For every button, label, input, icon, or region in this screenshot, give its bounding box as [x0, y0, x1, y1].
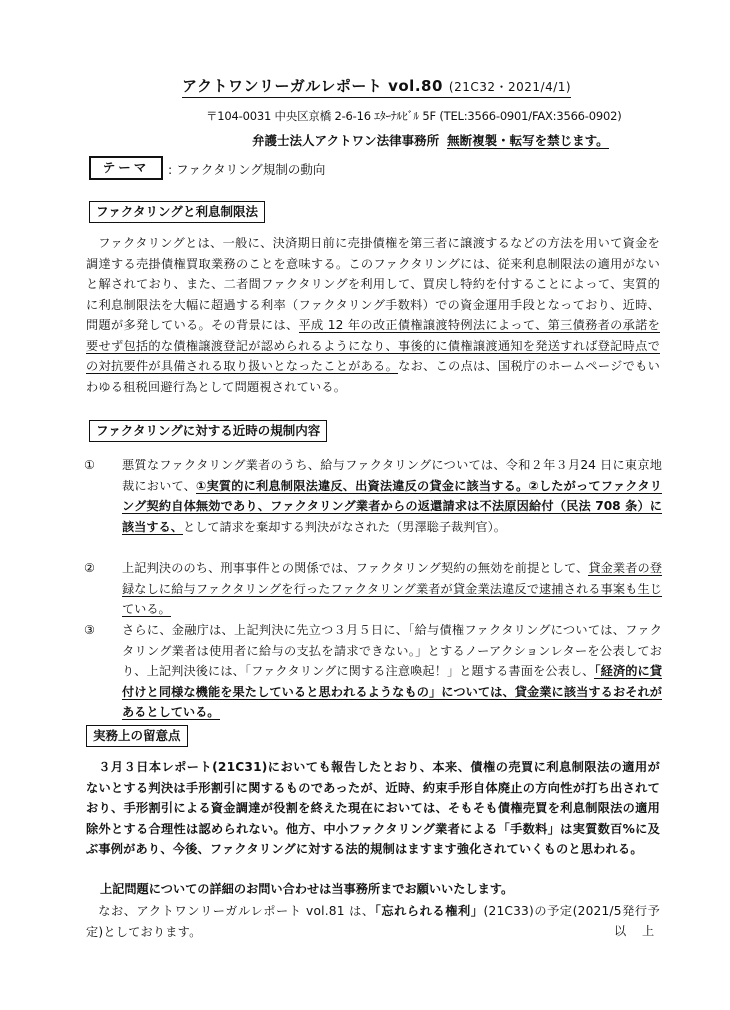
- next-report-note: [86, 901, 660, 942]
- item-text: [122, 558, 662, 620]
- section1-paragraph: [86, 233, 660, 397]
- item-text-emphasis: ①実質的に利息制限法違反、出資法違反の貸金に該当する。②したがってファクタリング契約自体無効であり、ファクタリング業者からの返還請求は不法原因給付（民法 708 条）に該当する、: [122, 478, 662, 534]
- report-title-text: アクトワンリーガルレポート vol.80: [182, 77, 443, 95]
- inquiry-note: 上記問題についての詳細のお問い合わせは当事務所までお願いいたします。: [100, 882, 514, 896]
- item-text-emphasis: 「経済的に貸付けと同様な機能を果たしていると思われるようなもの」については、貸金業に該当するおそれがあるとしている。: [122, 664, 663, 719]
- firm-name: 弁護士法人アクトワン法律事務所: [252, 133, 440, 148]
- firm-line: [252, 131, 609, 149]
- office-address: 〒104-0031 中央区京橋 2-6-16 ｴﾀｰﾅﾙﾋﾞﾙ 5F (TEL:3566-0901/FAX:3566-0902): [206, 109, 622, 123]
- item-text: [122, 620, 662, 723]
- item-text-emphasis: 貸金業者の登録なしに給与ファクタリングを行ったファクタリング業者が貸金業法違反で逮捕される事案も生じている。: [122, 561, 663, 616]
- theme-label: テーマ: [89, 156, 163, 180]
- section-heading-recent-regulation: ファクタリングに対する近時の規制内容: [89, 420, 327, 442]
- item-number: ①: [84, 458, 95, 472]
- item-text: [122, 455, 662, 537]
- section-heading-factoring-interest: ファクタリングと利息制限法: [89, 201, 265, 223]
- no-copy-notice: 無断複製・転写を禁じます。: [447, 133, 609, 148]
- item-number: ③: [84, 623, 95, 637]
- closing-mark: 以 上: [614, 924, 661, 938]
- item-text-start: 上記判決ののち、刑事事件との関係では、ファクタリング契約の無効を前提として、: [122, 561, 589, 575]
- section1-underlined-text: 平成 12 年の改正債権譲渡特例法によって、第三債務者の承諾を要せず包括的な債権譲渡登記が認められるようになり、事後的に債権譲渡通知を発送すれば登記時点での対抗要件が具備される取り扱いとなったことがある。: [86, 318, 660, 373]
- section-heading-practical-notes: 実務上の留意点: [86, 725, 188, 747]
- item-text-start: さらに、金融庁は、上記判決に先立つ３月５日に、「給与債権ファクタリングについては、ファクタリング業者は使用者に給与の支払を請求できない。」とするノーアクションレターを公表しており、上記判決後には、「ファクタリングに関する注意喚起！」と題する書面を公表し、: [122, 623, 662, 678]
- section1-text-end: なお、この点は、国税庁のホームページでもいわゆる租税回避行為として問題視されている。: [86, 359, 660, 394]
- theme-text: : ファクタリング規制の動向: [168, 162, 326, 177]
- next-report-text-start: なお、アクトワンリーガルレポート vol.81 は、: [98, 904, 375, 918]
- item-number: ②: [84, 561, 95, 575]
- item-text-start: 悪質なファクタリング業者のうち、給与ファクタリングについては、令和２年３月24 日に東京地裁において、: [122, 458, 662, 493]
- regulation-item-1: [84, 455, 662, 537]
- item-text-end: として請求を棄却する判決がなされた（男澤聡子裁判官）。: [182, 519, 506, 534]
- report-subtitle: (21C32・2021/4/1): [448, 80, 572, 94]
- next-report-topic: 「忘れられる権利」: [374, 904, 484, 918]
- regulation-item-3: [84, 620, 662, 723]
- section1-text-start: ファクタリングとは、一般に、決済期日前に売掛債権を第三者に譲渡するなどの方法を用いて資金を調達する売掛債権買取業務のことを意味する。このファクタリングには、従来利息制限法の適用がないと解されており、また、二者間ファクタリングを利用して、買戻し特約を付することによって、実質的に利息制限法を大幅に超過する利率（ファクタリング手数料）での資金運用手段となっており、近時、問題が多発している。その背景には、: [86, 236, 660, 332]
- report-title: [182, 75, 571, 98]
- section3-paragraph: ３月３日本レポート(21C31)においても報告したとおり、本来、債権の売買に利息制限法の適用がないとする判決は手形割引に関するものであったが、近時、約束手形自体廃止の方向性が打ち出されており、手形割引による資金調達が役割を終えた現在においては、そもそも債権売買を利息制限法の適用除外とする合理性は認められない。他方、中小ファクタリング業者による「手数料」は実質数百%に及ぶ事例があり、今後、ファクタリングに対する法的規制はますます強化されていくものと思われる。: [86, 760, 660, 856]
- next-report-text-end: (21C33)の予定(2021/5発行予定)としております。: [86, 904, 660, 939]
- regulation-item-2: [84, 558, 662, 620]
